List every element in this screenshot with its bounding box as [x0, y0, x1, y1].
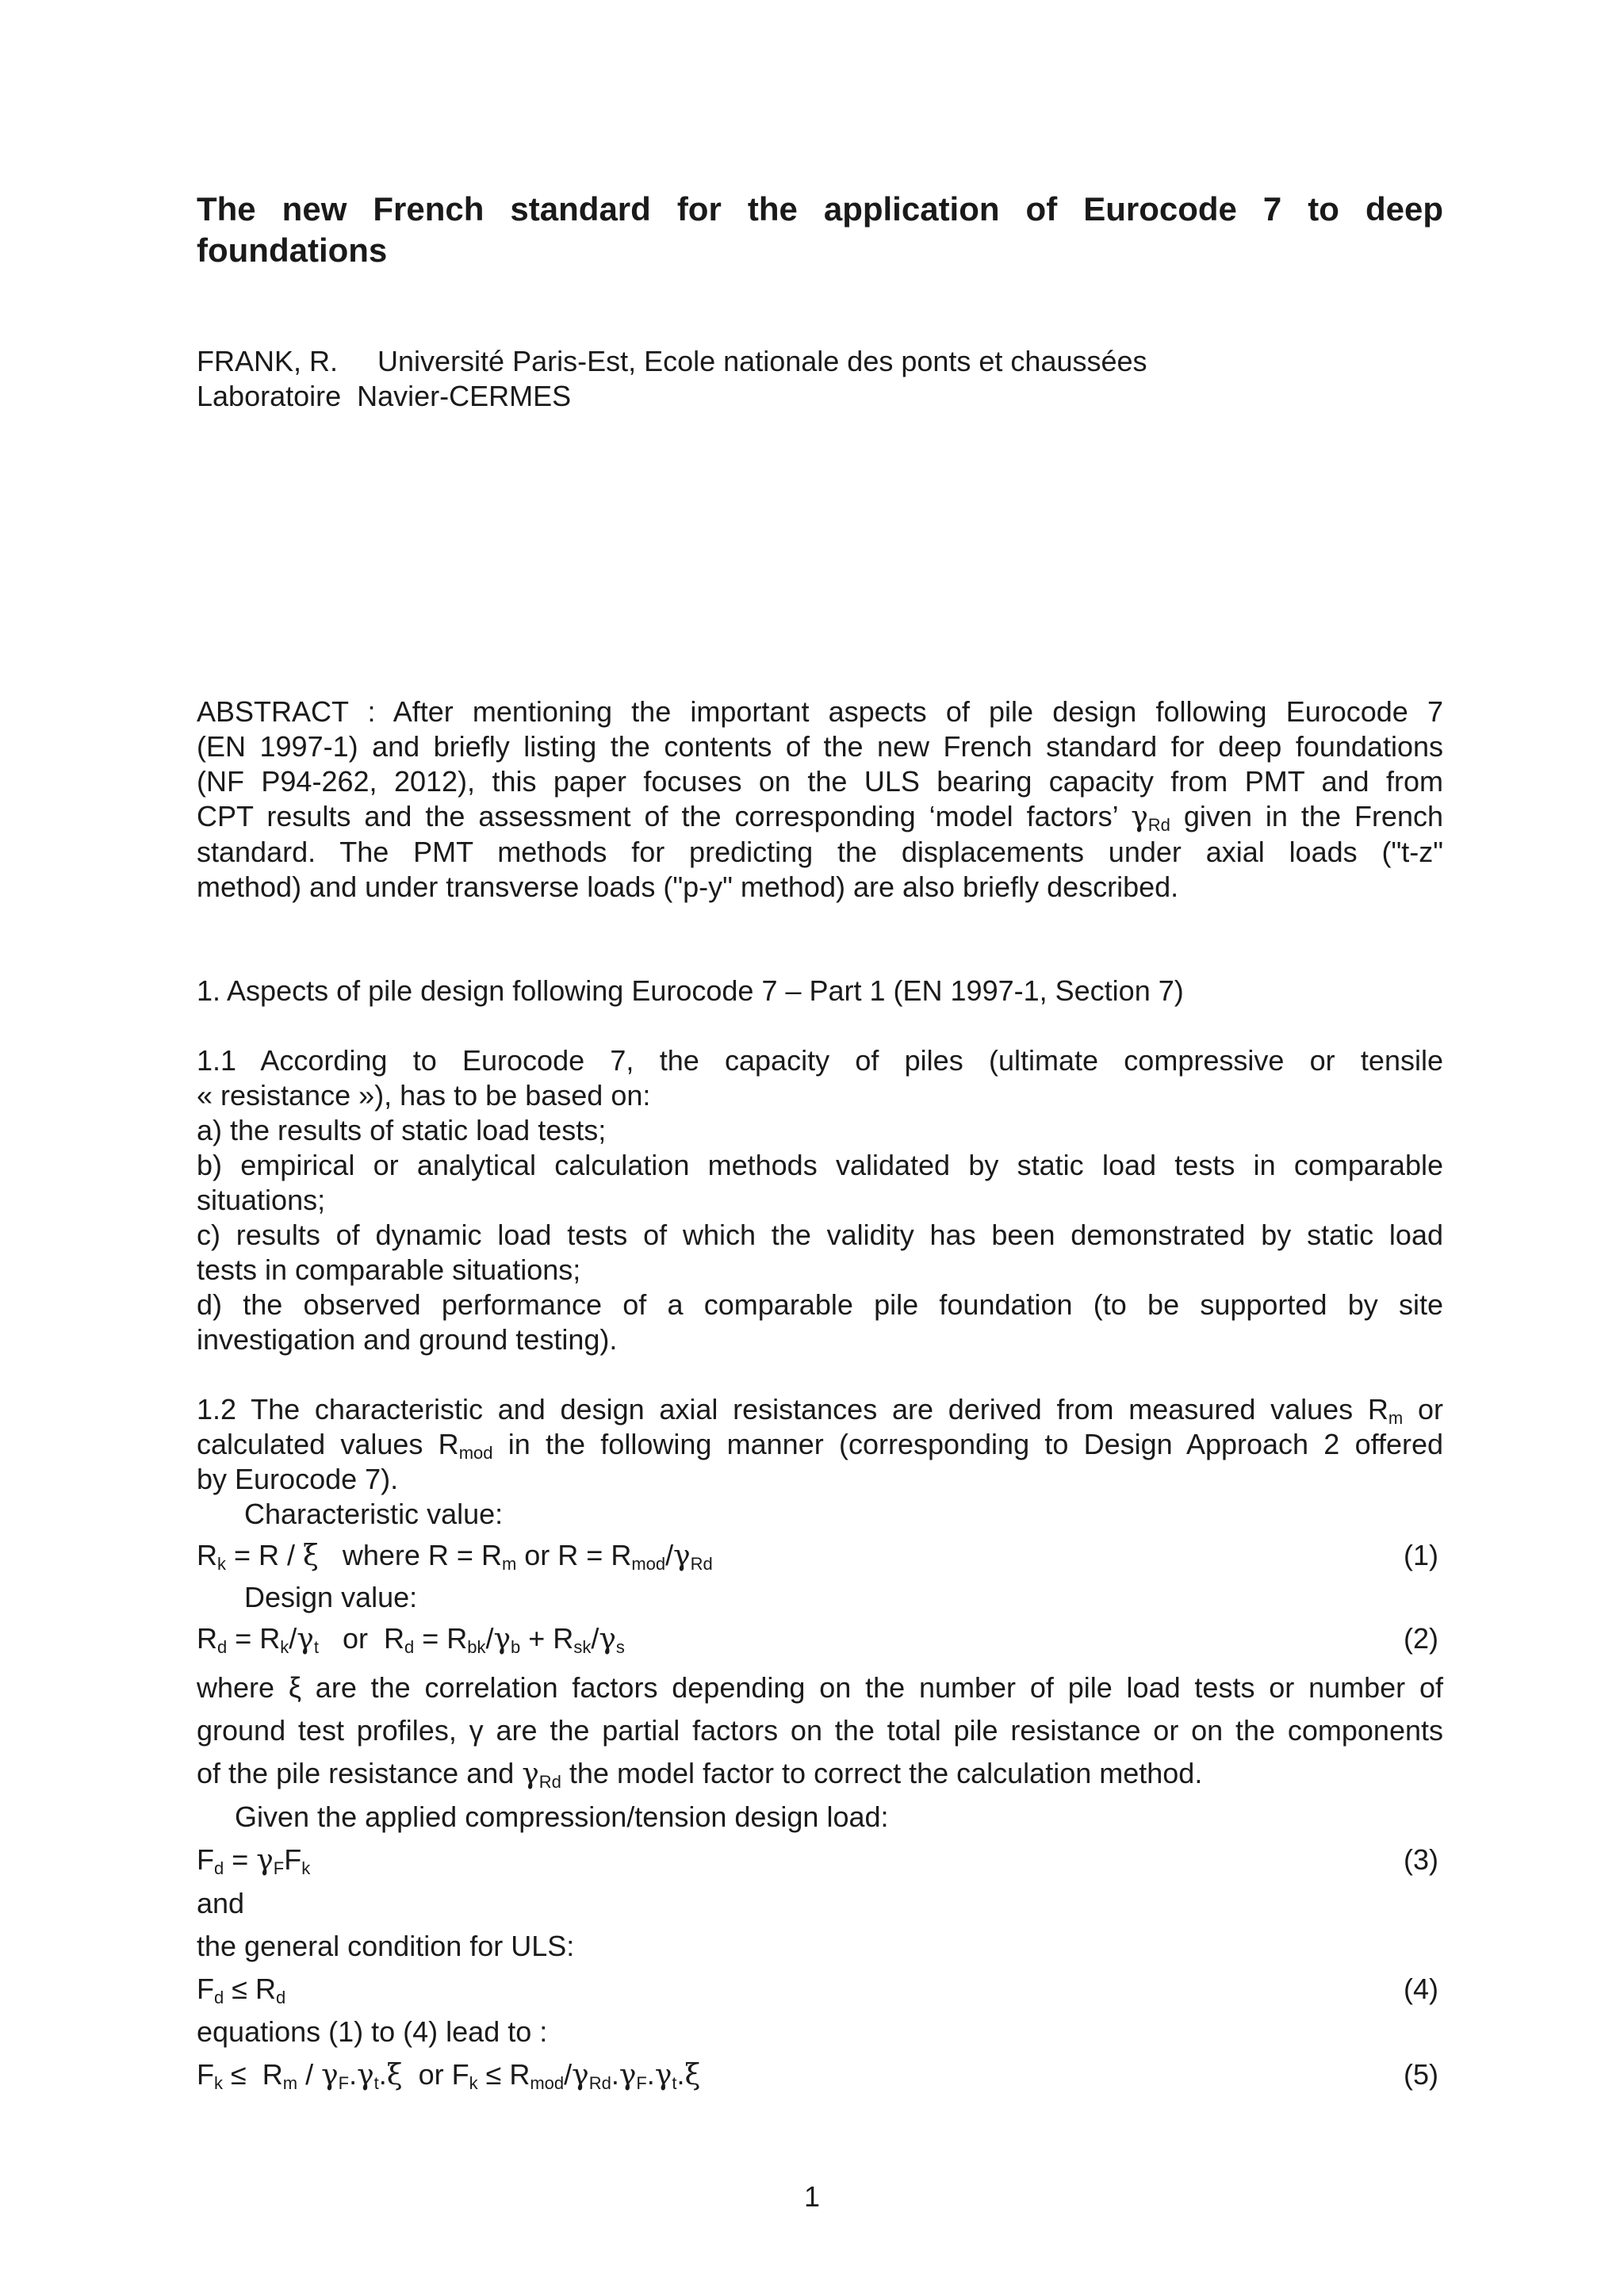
abstract-line: (NF P94-262, 2012), this paper focuses on the ULS bearing capacity from PMT and from [197, 765, 1443, 798]
equation-4-number: (4) [1404, 1973, 1438, 2005]
title-line-1: The new French standard for the application of Eurocode 7 to deep [197, 190, 1443, 228]
paragraph-line: 1.1 According to Eurocode 7, the capacity of piles (ultimate compressive or tensile [197, 1044, 1443, 1077]
title-line-2: foundations [197, 232, 388, 269]
equation-1-number: (1) [1404, 1539, 1438, 1571]
abstract-line: ABSTRACT : After mentioning the important aspects of pile design following Eurocode 7 [197, 695, 1443, 728]
abstract-line: CPT results and the assessment of the corresponding ‘model factors’ $\gamma_{Rd}$ given in the French [197, 800, 1443, 835]
paragraph-line: ground test profiles, γ are the partial factors on the total pile resistance or on the components [197, 1714, 1443, 1747]
author-name: FRANK, R. [197, 345, 339, 377]
list-item-b-cont: situations; [197, 1184, 326, 1216]
abstract-line: (EN 1997-1) and briefly listing the contents of the new French standard for deep foundations [197, 730, 1443, 763]
paragraph-line: by Eurocode 7). [197, 1463, 399, 1495]
author-affiliation: Université Paris-Est, Ecole nationale des ponts et chaussées [377, 345, 1147, 377]
list-item-b: b) empirical or analytical calculation methods validated by static load tests in comparable [197, 1149, 1443, 1181]
list-item-d-cont: investigation and ground testing). [197, 1323, 618, 1356]
equation-5: $F_k \le R_m / \gamma_F.\gamma_t.\xi$ or $F_k \le R_{mod}/\gamma_{Rd}.\gamma_F.\gamma_t.\xi$ (5) [197, 2053, 1443, 2097]
section-1-1 [197, 1043, 1443, 1357]
and-label: and [197, 1887, 245, 1919]
abstract-line: method) and under transverse loads ("p-y" method) are also briefly described. [197, 871, 1179, 903]
given-label: Given the applied compression/tension design load: [235, 1800, 889, 1833]
general-condition-label: the general condition for ULS: [197, 1930, 575, 1962]
equation-2-number: (2) [1404, 1622, 1438, 1655]
characteristic-label: Characteristic value: [244, 1498, 504, 1530]
equations-lead-label: equations (1) to (4) lead to : [197, 2015, 548, 2048]
paragraph-line: calculated values $R_{mod}$ in the following manner (corresponding to Design Approach 2 offered [197, 1428, 1444, 1463]
author-lab: Laboratoire Navier-CERMES [197, 380, 572, 412]
equation-3-number: (3) [1404, 1843, 1438, 1876]
equation-4: $F_d \le R_d$ (4) [197, 1968, 1443, 2011]
section-1-2 [197, 1392, 1443, 2097]
list-item-c-cont: tests in comparable situations; [197, 1253, 581, 1286]
equation-5-number: (5) [1404, 2058, 1438, 2091]
design-label: Design value: [244, 1581, 418, 1613]
page-number: 1 [803, 2180, 821, 2213]
paper-title [197, 189, 1443, 271]
paragraph-line: of the pile resistance and $\gamma_{Rd}$ the model factor to correct the calculation method. [197, 1757, 1203, 1792]
author-block [197, 344, 1443, 414]
list-item-d: d) the observed performance of a comparable pile foundation (to be supported by site [197, 1288, 1443, 1321]
equation-1: $R_k = R / \xi$ where $R = R_m$ or $R = R_{mod}/\gamma_{Rd}$ (1) [197, 1539, 1438, 1574]
abstract-line: standard. The PMT methods for predicting the displacements under axial loads ("t-z" [197, 836, 1443, 868]
paragraph-line: where ξ are the correlation factors depending on the number of pile load tests or number of [197, 1671, 1443, 1704]
abstract [197, 695, 1443, 905]
paragraph-line: « resistance »), has to be based on: [197, 1079, 651, 1112]
list-item-a: a) the results of static load tests; [197, 1114, 607, 1146]
paragraph-line: 1.2 The characteristic and design axial resistances are derived from measured values $R_m$ or [197, 1393, 1444, 1428]
section-1-heading: 1. Aspects of pile design following Eurocode 7 – Part 1 (EN 1997-1, Section 7) [197, 974, 1184, 1007]
list-item-c: c) results of dynamic load tests of which the validity has been demonstrated by static load [197, 1219, 1443, 1251]
equation-3: $F_d = \gamma_FF_k$ (3) [197, 1839, 1443, 1882]
equation-2: $R_d = R_k/\gamma_t$ or $R_d = R_{bk}/\gamma_b + R_{sk}/\gamma_s$ (2) [197, 1622, 1438, 1657]
